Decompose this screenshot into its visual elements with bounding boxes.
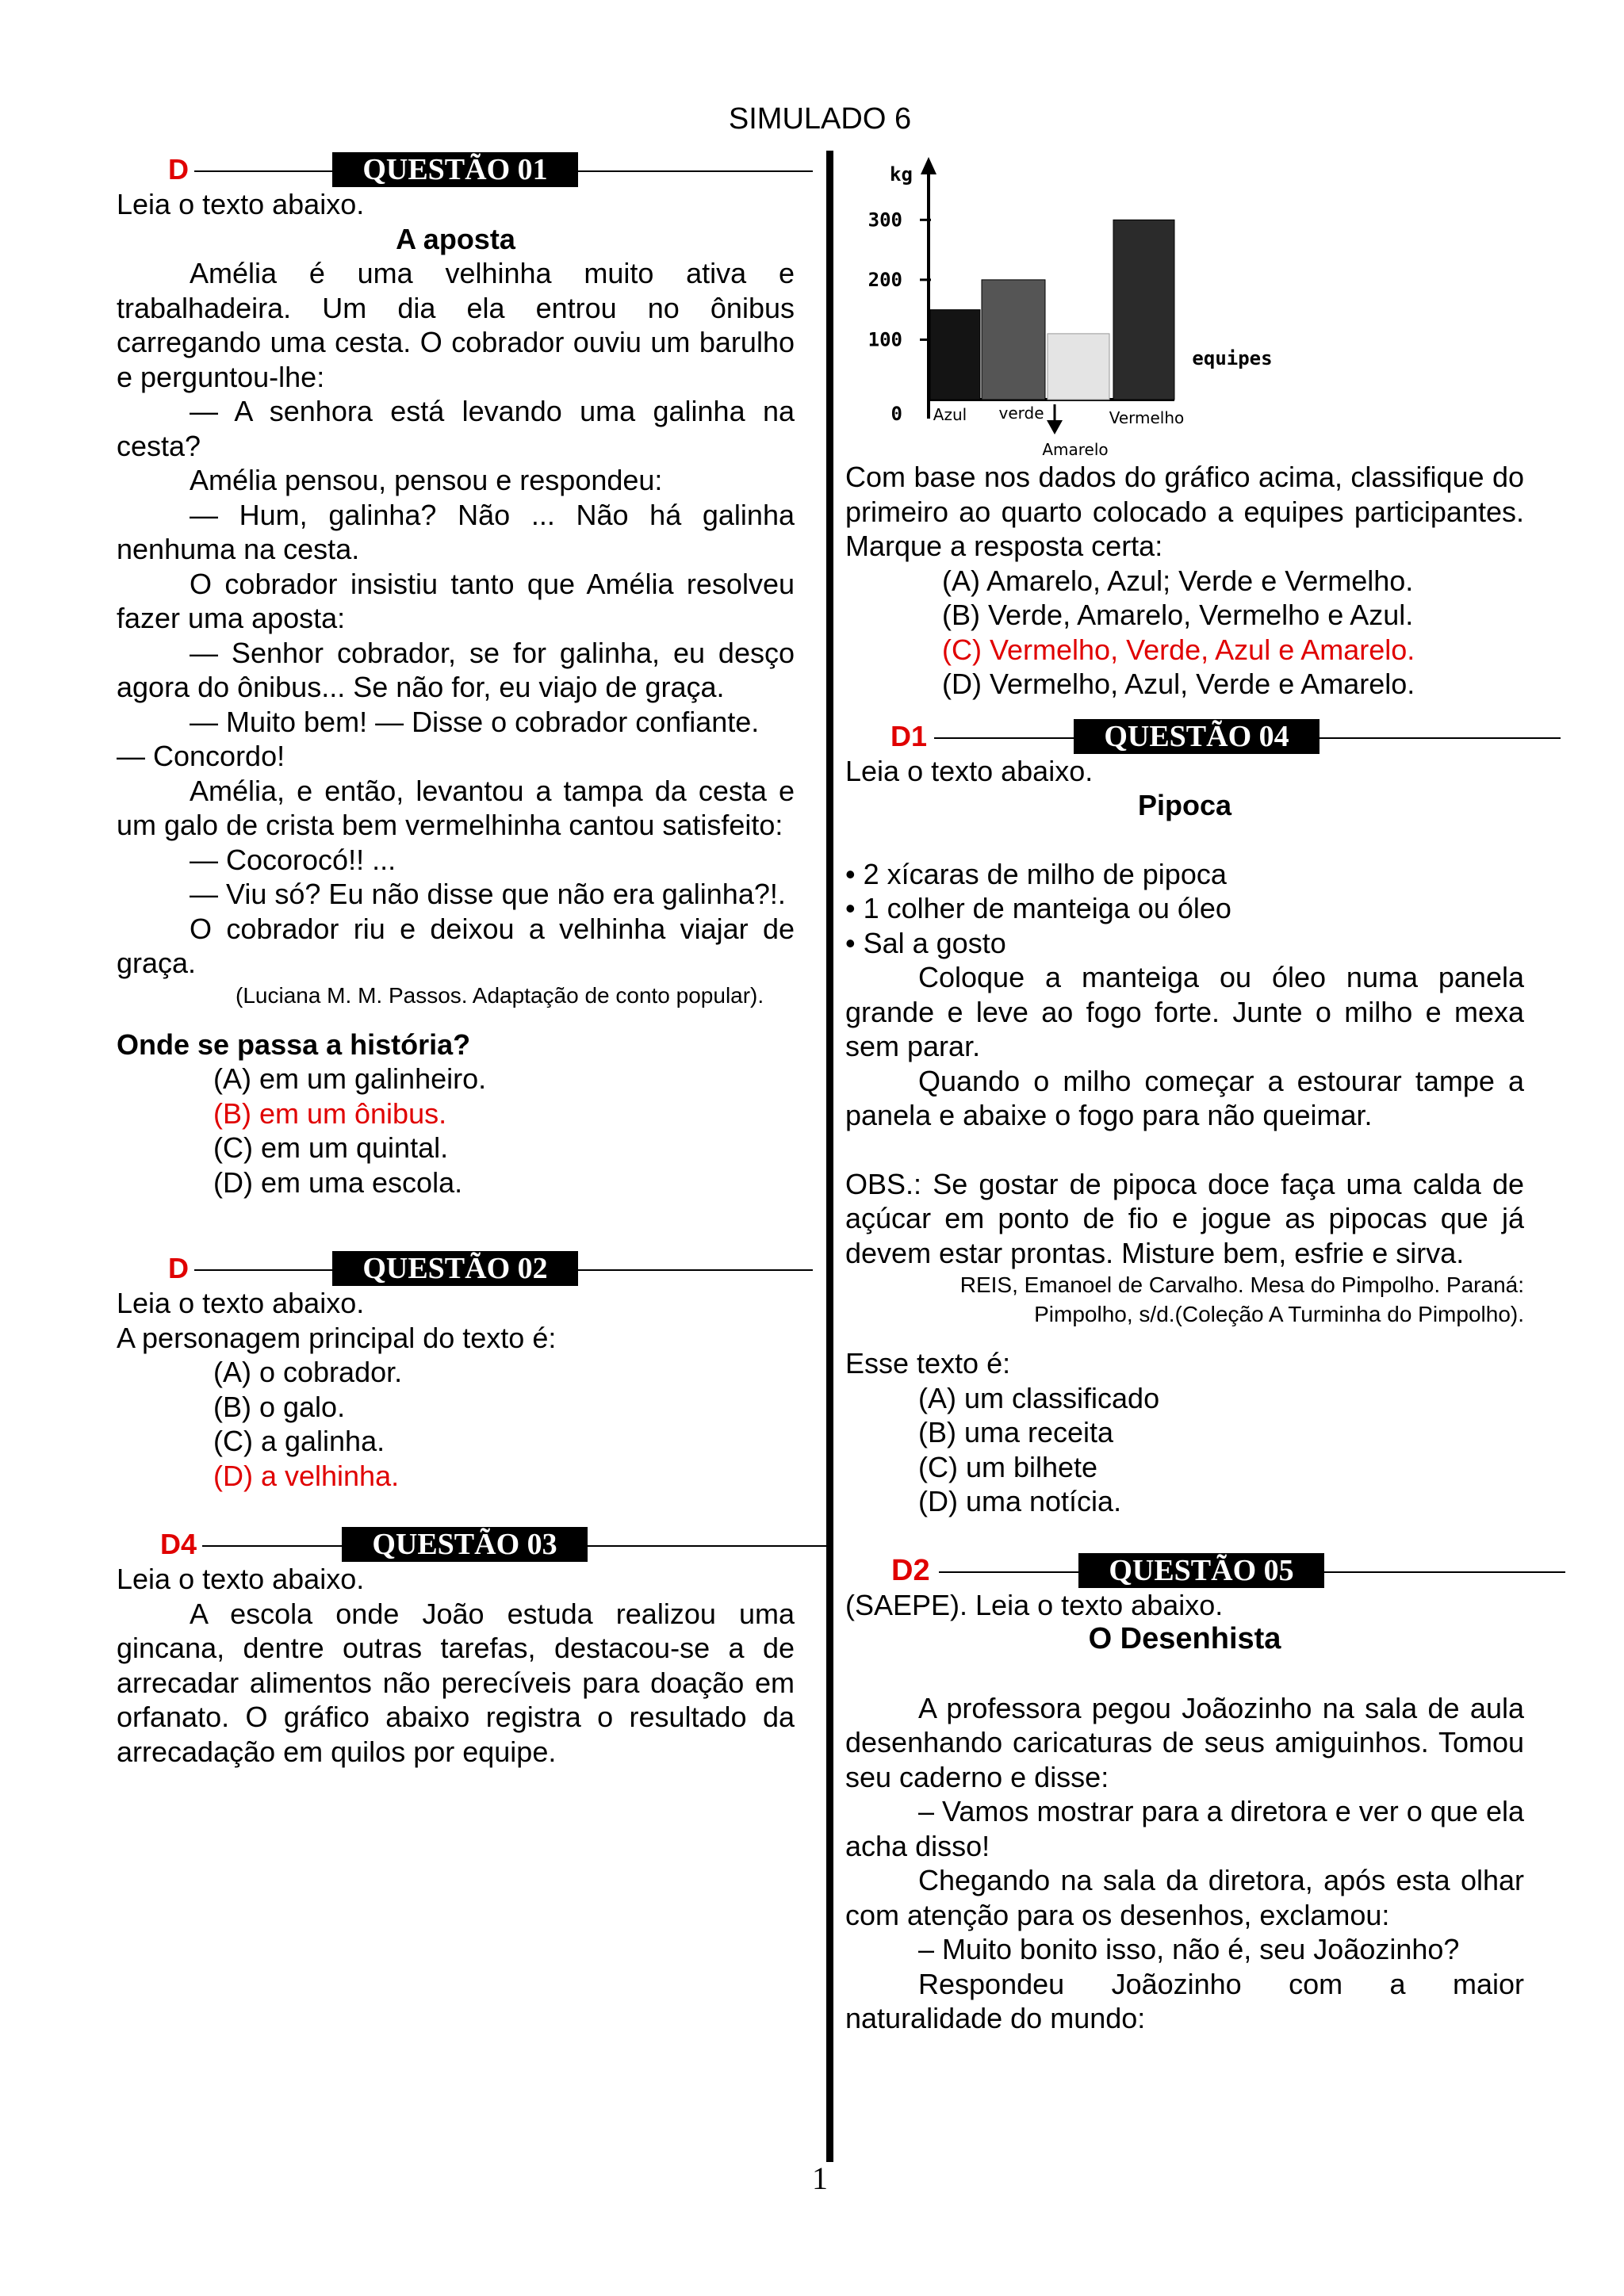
chart-bar-verde: [982, 280, 1045, 400]
descriptor-code: D: [168, 1252, 189, 1284]
options-list: [845, 564, 1524, 702]
bar-chart: [861, 152, 1274, 460]
question-label: QUESTÃO 05: [1078, 1553, 1324, 1588]
text-title: O Desenhista: [1088, 1622, 1281, 1655]
intro: (SAEPE). Leia o texto abaixo.: [845, 1588, 1224, 1621]
option-b[interactable]: (B) Verde, Amarelo, Vermelho e Azul.: [942, 599, 1414, 631]
paragraph: Chegando na sala da diretora, após esta olhar com atenção para os desenhos, exclamou:: [845, 1864, 1524, 1931]
paragraph: Coloque a manteiga ou óleo numa panela grande e leve ao fogo forte. Junte o milho e mexa sem parar.: [845, 961, 1524, 1062]
descriptor-code: D2: [891, 1553, 930, 1587]
option-a[interactable]: (A) o cobrador.: [213, 1356, 403, 1388]
option-c[interactable]: (C) um bilhete: [918, 1450, 1098, 1483]
option-b[interactable]: (B) uma receita: [918, 1416, 1114, 1448]
chart-bar-azul: [930, 310, 980, 400]
paragraph: A escola onde João estuda realizou uma gincana, dentre outras tarefas, destacou-se a de arrecadar alimentos não perecíveis para doação em orfanato. O gráfico abaixo registra o resultado da arrecadação em quilos por equipe.: [117, 1597, 795, 1768]
option-b-correct[interactable]: (B) em um ônibus.: [213, 1096, 447, 1130]
chart-svg: [861, 152, 1274, 460]
question-02-header: [117, 1251, 795, 1286]
option-c[interactable]: (C) a galinha.: [213, 1425, 385, 1457]
paragraph: O cobrador riu e deixou a velhinha viajar de graça.: [117, 912, 795, 979]
text-title: Pipoca: [1137, 789, 1232, 821]
question-label: QUESTÃO 03: [342, 1527, 588, 1562]
chart-bar-amarelo: [1048, 334, 1109, 400]
intro: Leia o texto abaixo.: [117, 1563, 365, 1595]
paragraph: Amélia é uma velhinha muito ativa e trabalhadeira. Um dia ela entrou no ônibus carregando uma cesta. O cobrador ouviu um barulho e perguntou-lhe:: [117, 257, 795, 393]
question-text: Onde se passa a história?: [117, 1027, 471, 1061]
chart-category-label: Amarelo: [1042, 440, 1109, 459]
question-text: A personagem principal do texto é:: [117, 1321, 557, 1354]
option-a[interactable]: (A) um classificado: [918, 1381, 1160, 1414]
paragraph: – Vamos mostrar para a diretora e ver o que ela acha disso!: [845, 1795, 1524, 1862]
question-text: Com base nos dados do gráfico acima, classifique do primeiro ao quarto colocado a equipes participantes. Marque a resposta certa:: [845, 461, 1524, 562]
paragraph: — A senhora está levando uma galinha na cesta?: [117, 395, 795, 462]
chart-ytick-label: 200: [868, 268, 902, 291]
options-list: [845, 1381, 1524, 1519]
chart-ytick-label: 100: [868, 328, 902, 351]
column-divider: [826, 151, 833, 2162]
left-column: [117, 152, 795, 1769]
intro: Leia o texto abaixo.: [117, 1287, 365, 1319]
paragraph: — Senhor cobrador, se for galinha, eu desço agora do ônibus... Se não for, eu viajo de graça.: [117, 636, 795, 703]
chart-category-label: verde: [998, 404, 1044, 423]
paragraph: — Muito bem! — Disse o cobrador confiante.: [190, 705, 760, 738]
paragraph: — Hum, galinha? Não ... Não há galinha nenhuma na cesta.: [117, 498, 795, 565]
source-citation-line-2: Pimpolho, s/d.(Coleção A Turminha do Pimpolho).: [1034, 1302, 1524, 1326]
ingredient: • 2 xícaras de milho de pipoca: [845, 857, 1227, 890]
obs-note: OBS.: Se gostar de pipoca doce faça uma calda de açúcar em ponto de fio e jogue as pipocas que já devem estar prontas. Misture bem, esfrie e sirva.: [845, 1167, 1524, 1269]
option-c-correct[interactable]: (C) Vermelho, Verde, Azul e Amarelo.: [942, 633, 1415, 666]
option-b[interactable]: (B) o galo.: [213, 1390, 346, 1423]
option-c[interactable]: (C) em um quintal.: [213, 1131, 449, 1164]
option-a[interactable]: (A) em um galinheiro.: [213, 1062, 487, 1095]
paragraph: Quando o milho começar a estourar tampe a panela e abaixe o fogo para não queimar.: [845, 1064, 1524, 1131]
chart-y-arrow: [921, 157, 936, 174]
paragraph: Respondeu Joãozinho com a maior naturalidade do mundo:: [845, 1967, 1524, 2034]
descriptor-code: D4: [160, 1528, 197, 1560]
chart-xlabel: equipes: [1192, 347, 1273, 369]
option-d[interactable]: (D) uma notícia.: [918, 1485, 1122, 1517]
right-column: [845, 152, 1524, 2036]
paragraph: A professora pegou Joãozinho na sala de aula desenhando caricaturas de seus amiguinhos. Tomou seu caderno e disse:: [845, 1691, 1524, 1793]
chart-amarelo-arrow: [1047, 420, 1063, 434]
paragraph: — Viu só? Eu não disse que não era galinha?!.: [190, 878, 786, 910]
question-03-header: [117, 1527, 795, 1562]
paragraph: — Cocorocó!! ...: [190, 843, 396, 876]
paragraph: O cobrador insistiu tanto que Amélia resolveu fazer uma aposta:: [117, 567, 795, 634]
intro: Leia o texto abaixo.: [117, 188, 365, 220]
chart-category-label: Vermelho: [1109, 408, 1185, 427]
paragraph: – Muito bonito isso, não é, seu Joãozinho?: [918, 1933, 1460, 1965]
text-title: A aposta: [396, 222, 515, 255]
question-label: QUESTÃO 04: [1074, 719, 1320, 754]
ingredient: • Sal a gosto: [845, 926, 1006, 959]
question-label: QUESTÃO 02: [332, 1251, 578, 1286]
descriptor-code: D: [168, 153, 189, 186]
option-d[interactable]: (D) em uma escola.: [213, 1165, 463, 1199]
question-04-header: [845, 719, 1524, 754]
ingredient: • 1 colher de manteiga ou óleo: [845, 892, 1231, 924]
option-d-correct[interactable]: (D) a velhinha.: [213, 1459, 400, 1492]
page-number: 1: [812, 2160, 828, 2196]
option-a[interactable]: (A) Amarelo, Azul; Verde e Vermelho.: [942, 564, 1414, 597]
question-01-header: [117, 152, 795, 187]
descriptor-code: D1: [891, 719, 928, 752]
chart-bar-vermelho: [1113, 220, 1174, 400]
page-title: SIMULADO 6: [728, 102, 912, 136]
question-05-header: [845, 1553, 1524, 1588]
source-citation-line-1: REIS, Emanoel de Carvalho. Mesa do Pimpolho. Paraná:: [959, 1272, 1524, 1297]
chart-ytick-label: 300: [868, 209, 902, 232]
options-list: [117, 1062, 795, 1200]
chart-ylabel: kg: [890, 163, 913, 186]
question-label: QUESTÃO 01: [332, 152, 578, 187]
option-d[interactable]: (D) Vermelho, Azul, Verde e Amarelo.: [942, 668, 1415, 700]
intro: Leia o texto abaixo.: [845, 754, 1094, 787]
paragraph: — Concordo!: [117, 740, 285, 772]
source-citation: (Luciana M. M. Passos. Adaptação de conto popular).: [236, 982, 764, 1008]
paragraph: Amélia pensou, pensou e respondeu:: [190, 464, 663, 496]
chart-category-label: Azul: [933, 405, 967, 424]
chart-ytick-label: 0: [891, 403, 902, 425]
paragraph: Amélia, e então, levantou a tampa da cesta e um galo de crista bem vermelhinha cantou satisfeito:: [117, 774, 795, 841]
options-list: [117, 1355, 795, 1493]
question-text: Esse texto é:: [845, 1347, 1011, 1380]
